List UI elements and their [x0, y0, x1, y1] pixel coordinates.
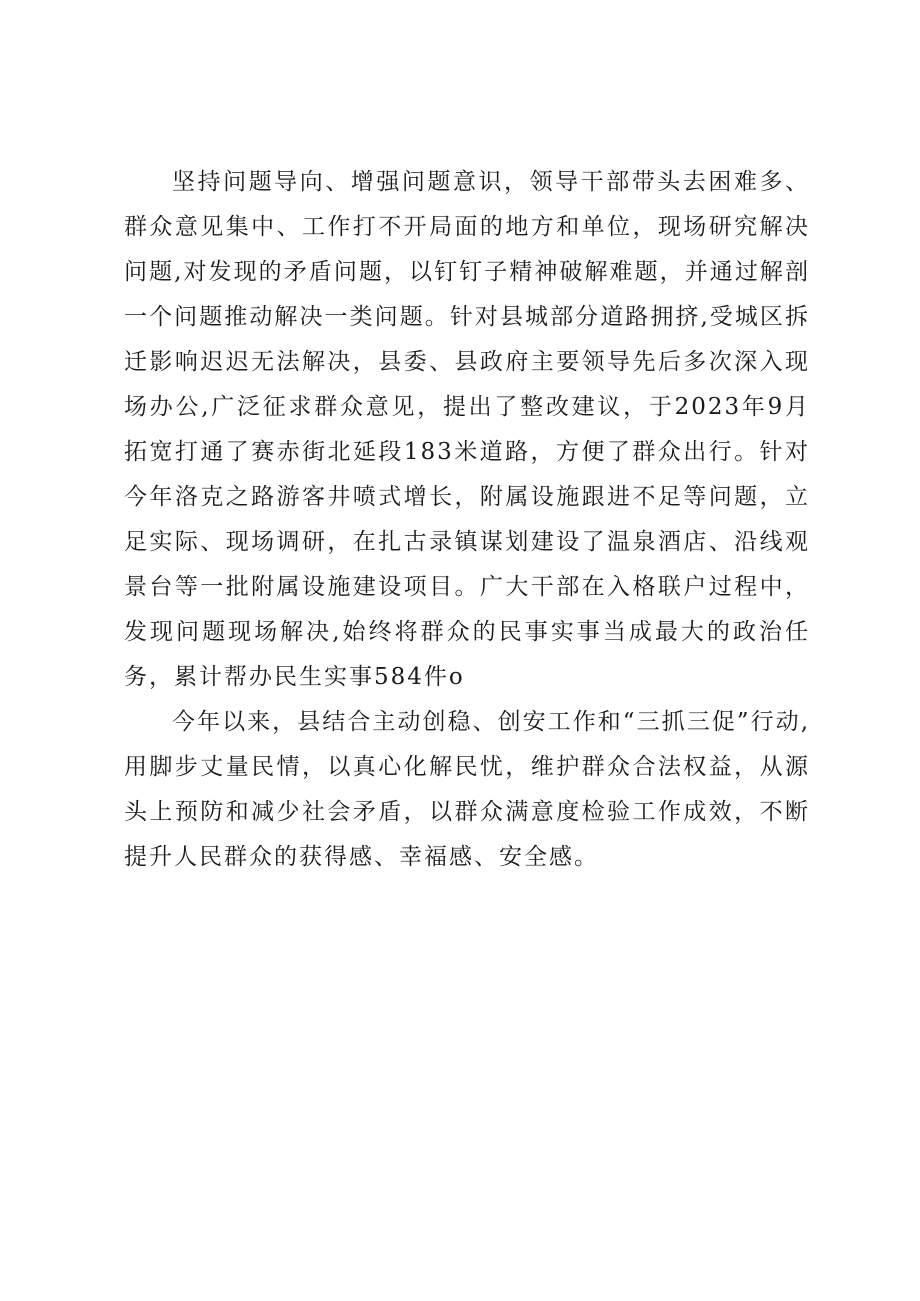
body-text	[124, 160, 810, 880]
paragraph-1: 坚持问题导向、增强问题意识，领导干部带头去困难多、群众意见集中、工作打不开局面的地方和单位，现场研究解决问题,对发现的矛盾问题，以钉钉子精神破解难题，并通过解剖一个问题推动解决一类问题。针对县城部分道路拥挤,受城区拆迁影响迟迟无法解决，县委、县政府主要领导先后多次深入现场办公,广泛征求群众意见，提出了整改建议，于2023年9月拓宽打通了赛赤街北延段183米道路，方便了群众出行。针对今年洛克之路游客井喷式增长，附属设施跟进不足等问题，立足实际、现场调研，在扎古录镇谋划建设了温泉酒店、沿线观景台等一批附属设施建设项目。广大干部在入格联户过程中，发现问题现场解决,始终将群众的民事实事当成最大的政治任务，累计帮办民生实事584件o	[124, 169, 810, 690]
paragraph-2: 今年以来，县结合主动创稳、创安工作和“三抓三促”行动,用脚步丈量民情，以真心化解民忧，维护群众合法权益，从源头上预防和减少社会矛盾，以群众满意度检验工作成效，不断提升人民群众的获得感、幸福感、安全感。	[124, 709, 810, 870]
